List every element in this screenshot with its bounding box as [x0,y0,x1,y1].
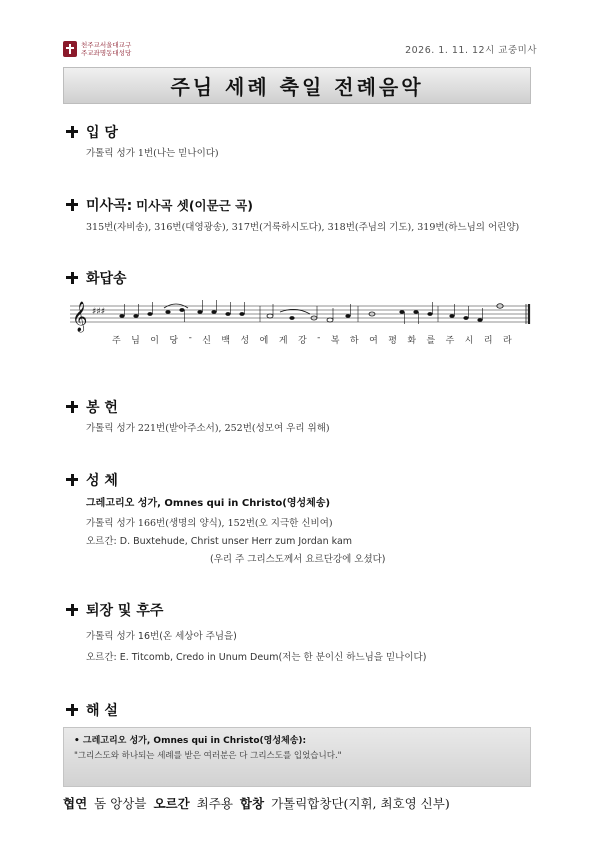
accomp-value: 돔 앙상블 [94,796,147,811]
lyric-syllable: 주 [112,336,121,346]
lyric-syllable: 님 [131,336,140,346]
communion-hymns: 가톨릭 성가 166번(생명의 양식), 152번(오 지극한 신비여) [86,518,333,529]
lyric-syllable: 에 [259,336,269,346]
cross-icon [66,704,78,716]
lyric-syllable: 이 [150,336,159,346]
logo-line-1: 천주교서울대교구 [81,41,132,49]
section-communion-heading [66,470,118,490]
lyric-syllable: 하 [349,336,359,346]
organ-value: 최주용 [196,796,233,811]
lyric-syllable: 백 [221,336,231,346]
section-title: 해 설 [86,703,118,719]
cross-icon [66,199,78,211]
section-offertory-heading [66,397,118,417]
lyric-syllable: 게 [278,336,288,346]
cross-icon [66,474,78,486]
lyric-syllable: 강 [297,336,307,346]
lyric-syllable: 성 [240,336,250,346]
psalm-lyrics [112,333,512,346]
lyric-syllable: 복 [330,336,340,346]
section-title: 화답송 [86,271,127,287]
communion-organ-translation: (우리 주 그리스도께서 요르단강에 오셨다) [210,554,386,565]
logo-line-2: 주교좌명동대성당 [81,49,132,57]
lyric-syllable: 시 [464,336,474,346]
lyric-syllable: 당 [169,336,179,346]
lyric-syllable: - [188,333,192,343]
lyric-syllable: 주 [445,336,455,346]
section-ordinary-heading [66,195,253,215]
cross-logo-icon [63,41,77,57]
mass-date: 2026. 1. 11. 12시 교중미사 [405,45,537,56]
section-psalm-heading [66,268,127,288]
section-title: 퇴장 및 후주 [86,603,164,619]
section-title: 입 당 [86,125,118,141]
key-signature: ♯♯♯ [92,307,106,317]
commentary-quote: "그리스도와 하나되는 세례를 받은 여러분은 다 그리스도를 입었습니다." [74,751,342,761]
entrance-hymn: 가톨릭 성가 1번(나는 믿나이다) [86,148,219,159]
recessional-organ: 오르간: E. Titcomb, Credo in Unum Deum(저는 한 분이신 하느님을 믿나이다) [86,652,427,663]
lyric-syllable: - [317,333,321,343]
parish-logo [63,40,173,58]
choir-value: 가톨릭합창단(지휘, 최호영 신부) [271,796,450,811]
section-title: 미사곡: [86,198,133,214]
choir-label: 합창 [239,796,265,811]
page-title: 주님 세례 축일 전례음악 [170,75,424,99]
section-title: 봉 헌 [86,400,118,416]
lyric-syllable: 여 [369,336,378,346]
recessional-hymn: 가톨릭 성가 16번(온 세상아 주님을) [86,631,237,642]
offertory-hymns: 가톨릭 성가 221번(받아주소서), 252번(성모여 우리 위해) [86,423,330,434]
section-commentary-heading [66,700,118,720]
communion-antiphon: 그레고리오 성가, Omnes qui in Christo(영성체송) [86,498,331,509]
section-recessional-heading [66,600,163,620]
lyric-syllable: 신 [202,336,211,346]
section-subtitle: 미사곡 셋(이문근 곡) [136,198,253,213]
ordinary-list: 315번(자비송), 316번(대영광송), 317번(거룩하시도다), 318번(주님의 기도), 319번(하느님의 어린양) [86,222,520,233]
cross-icon [66,604,78,616]
cross-icon [66,126,78,138]
cross-icon [66,272,78,284]
commentary-box [63,727,531,787]
communion-organ: 오르간: D. Buxtehude, Christ unser Herr zum Jordan kam [86,536,353,547]
section-title: 성 체 [86,473,118,489]
lyric-syllable: 라 [503,336,512,346]
lyric-syllable: 리 [483,336,493,346]
organ-label: 오르간 [153,796,190,811]
lyric-syllable: 평 [388,336,397,346]
performer-credits [63,794,533,812]
accomp-label: 협연 [63,796,88,811]
treble-clef-icon: 𝄞 [72,302,88,332]
section-entrance-heading [66,122,118,142]
title-banner [63,67,531,104]
lyric-syllable: 화 [407,336,417,346]
cross-icon [66,401,78,413]
lyric-syllable: 를 [426,336,436,346]
commentary-title: • 그레고리오 성가, Omnes qui in Christo(영성체송): [74,736,307,746]
